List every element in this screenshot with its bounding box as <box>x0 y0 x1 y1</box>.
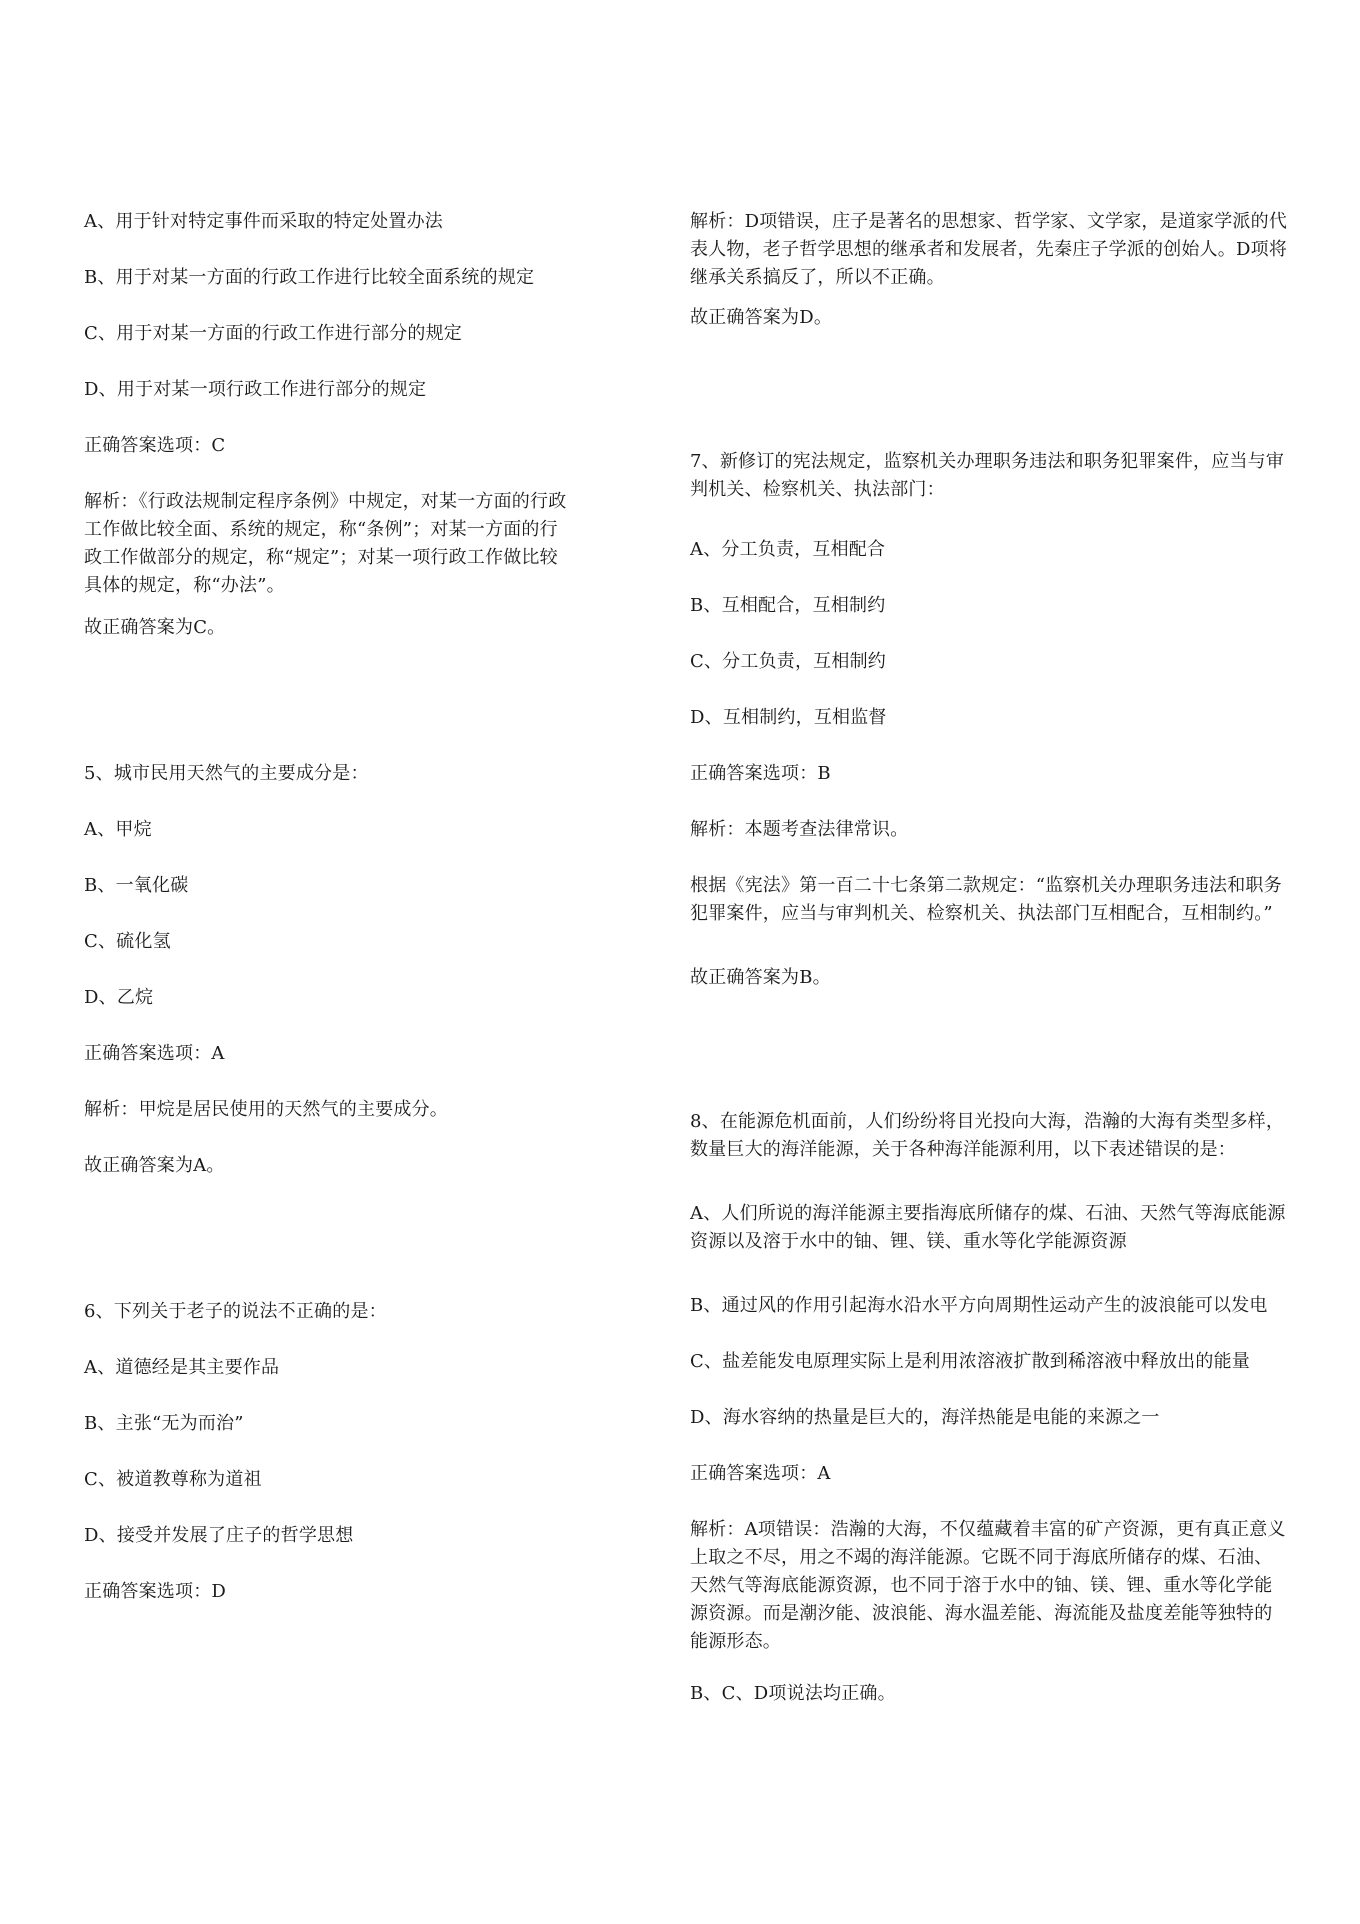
q8-analysis: 解析：A项错误：浩瀚的大海，不仅蕴藏着丰富的矿产资源，更有真正意义上取之不尽，用之不竭的海洋能源。它既不同于海底所储存的煤、石油、天然气等海底能源资源，也不同于溶于水中的铀、镁、锂、重水等化学能源资源。而是潮汐能、波浪能、海水温差能、海流能及盐度差能等独特的能源形态。 <box>690 1519 1286 1652</box>
q7-option-a: A、分工负责，互相配合 <box>690 539 886 560</box>
q7-option-b: B、互相配合，互相制约 <box>690 595 886 616</box>
q7-analysis-1: 解析：本题考查法律常识。 <box>690 819 909 840</box>
q8-conclusion: B、C、D项说法均正确。 <box>690 1683 896 1704</box>
q8-option-d: D、海水容纳的热量是巨大的，海洋热能是电能的来源之一 <box>690 1407 1160 1428</box>
q4-option-b: B、用于对某一方面的行政工作进行比较全面系统的规定 <box>84 267 535 288</box>
q7-conclusion: 故正确答案为B。 <box>690 967 831 988</box>
q4-analysis: 解析：《行政法规制定程序条例》中规定，对某一方面的行政工作做比较全面、系统的规定，称“条例”；对某一方面的行政工作做部分的规定，称“规定”；对某一项行政工作做比较具体的规定，称“办法”。 <box>84 491 567 596</box>
q6-option-b: B、主张“无为而治” <box>84 1413 244 1434</box>
q5-option-a: A、甲烷 <box>84 819 152 840</box>
q5-answer: 正确答案选项：A <box>84 1043 225 1064</box>
q6-answer: 正确答案选项：D <box>84 1581 227 1602</box>
q4-option-d: D、用于对某一项行政工作进行部分的规定 <box>84 379 427 400</box>
q7-question: 7、新修订的宪法规定，监察机关办理职务违法和职务犯罪案件，应当与审判机关、检察机关、执法部门： <box>690 451 1285 500</box>
q4-conclusion: 故正确答案为C。 <box>84 617 226 638</box>
q7-option-c: C、分工负责，互相制约 <box>690 651 886 672</box>
q8-option-b: B、通过风的作用引起海水沿水平方向周期性运动产生的波浪能可以发电 <box>690 1295 1268 1316</box>
q4-answer: 正确答案选项：C <box>84 435 226 456</box>
q5-option-d: D、乙烷 <box>84 987 154 1008</box>
q8-option-a: A、人们所说的海洋能源主要指海底所储存的煤、石油、天然气等海底能源资源以及溶于水中的铀、锂、镁、重水等化学能源资源 <box>690 1203 1286 1252</box>
q7-answer: 正确答案选项：B <box>690 763 831 784</box>
q8-question: 8、在能源危机面前，人们纷纷将目光投向大海，浩瀚的大海有类型多样，数量巨大的海洋能源，关于各种海洋能源利用，以下表述错误的是： <box>690 1111 1285 1160</box>
q5-analysis: 解析：甲烷是居民使用的天然气的主要成分。 <box>84 1099 448 1120</box>
q6-conclusion: 故正确答案为D。 <box>690 307 833 328</box>
q8-answer: 正确答案选项：A <box>690 1463 831 1484</box>
q6-analysis: 解析：D项错误，庄子是著名的思想家、哲学家、文学家，是道家学派的代表人物，老子哲学思想的继承者和发展者，先秦庄子学派的创始人。D项将继承关系搞反了，所以不正确。 <box>690 211 1288 288</box>
q4-option-c: C、用于对某一方面的行政工作进行部分的规定 <box>84 323 462 344</box>
q6-option-d: D、接受并发展了庄子的哲学思想 <box>84 1525 354 1546</box>
q5-option-b: B、一氧化碳 <box>84 875 189 896</box>
q7-analysis-2: 根据《宪法》第一百二十七条第二款规定：“监察机关办理职务违法和职务犯罪案件，应当与审判机关、检察机关、执法部门互相配合，互相制约。” <box>690 875 1282 924</box>
q4-option-a: A、用于针对特定事件而采取的特定处置办法 <box>84 211 443 232</box>
q6-option-c: C、被道教尊称为道祖 <box>84 1469 262 1490</box>
q7-option-d: D、互相制约，互相监督 <box>690 707 887 728</box>
q5-conclusion: 故正确答案为A。 <box>84 1155 225 1176</box>
q6-question: 6、下列关于老子的说法不正确的是： <box>84 1301 387 1322</box>
q8-option-c: C、盐差能发电原理实际上是利用浓溶液扩散到稀溶液中释放出的能量 <box>690 1351 1250 1372</box>
q5-option-c: C、硫化氢 <box>84 931 171 952</box>
q6-option-a: A、道德经是其主要作品 <box>84 1357 280 1378</box>
q5-question: 5、城市民用天然气的主要成分是： <box>84 763 369 784</box>
